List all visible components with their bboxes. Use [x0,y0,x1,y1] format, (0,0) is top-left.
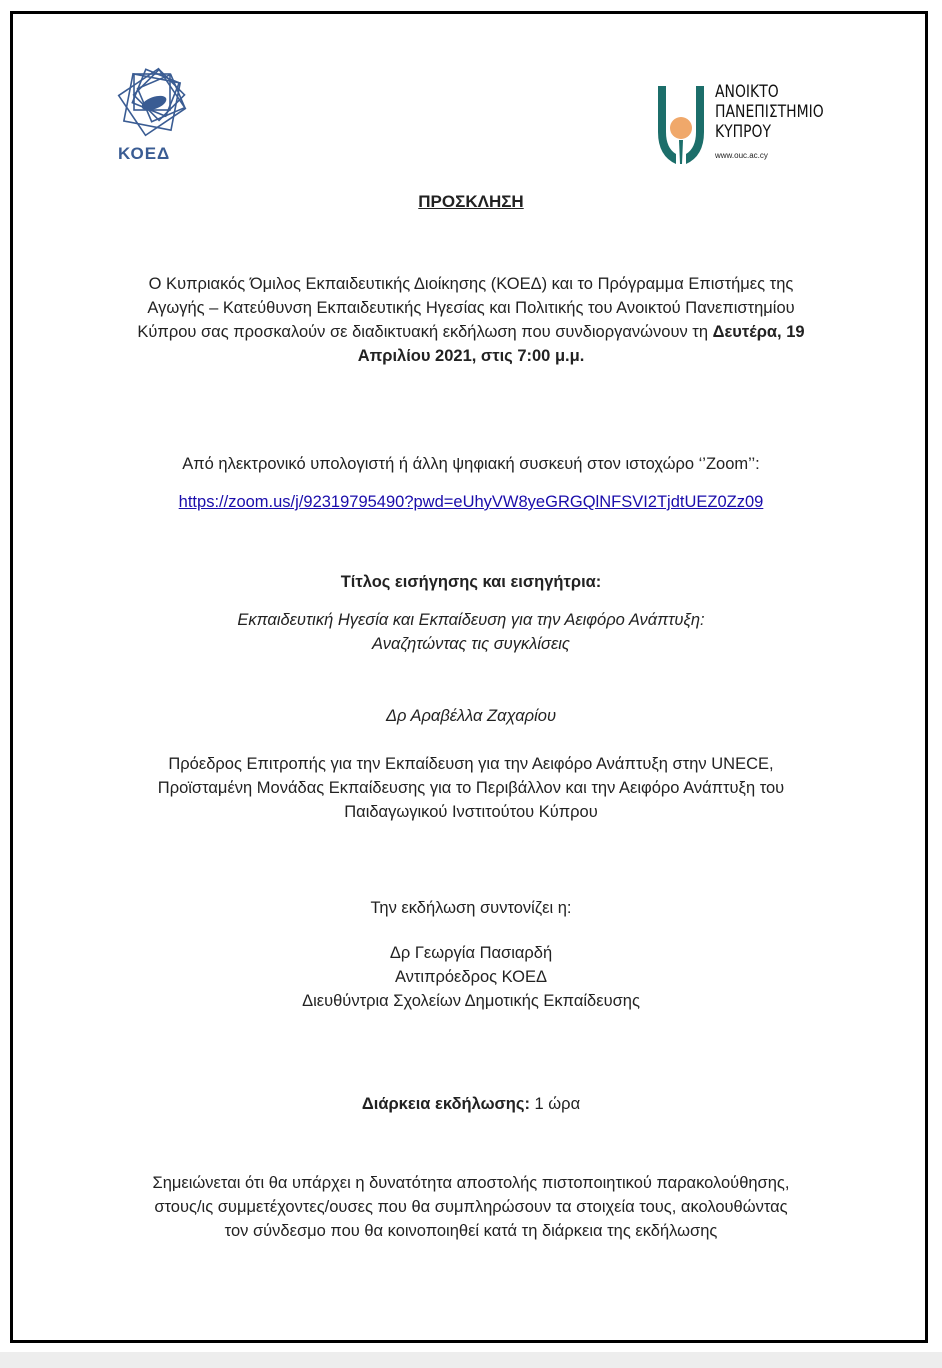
intro-paragraph [80,272,862,368]
ouc-logo-url: www.ouc.ac.cy [715,151,768,160]
talk-title [80,608,862,656]
koed-emblem-icon [104,60,200,144]
moderator-intro: Την εκδήλωση συντονίζει η: [370,899,572,917]
speaker-role [80,752,862,824]
ouc-logo-line: ΑΝΟΙΚΤΟ [715,82,779,102]
ouc-logo-line: ΠΑΝΕΠΙΣΤΗΜΙΟ [715,102,824,122]
event-date-time: Απριλίου 2021, στις 7:00 μ.μ. [357,347,585,365]
note-line: Σημειώνεται ότι θα υπάρχει η δυνατότητα αποστολής πιστοποιητικού παρακολούθησης, [152,1174,790,1192]
ouc-logo-line: ΚΥΠΡΟΥ [715,122,772,142]
ouc-logo-text [715,82,824,142]
document-title: ΠΡΟΣΚΛΗΣΗ [418,192,524,211]
intro-line: Ο Κυπριακός Όμιλος Εκπαιδευτικής Διοίκησης (ΚΟΕΔ) και το Πρόγραμμα Επιστήμες της [148,275,794,293]
moderator-name: Δρ Γεωργία Πασιαρδή [389,944,553,962]
speaker-role-line: Πρόεδρος Επιτροπής για την Εκπαίδευση για την Αειφόρο Ανάπτυξη στην UNECE, [168,755,774,773]
speaker-role-line: Προϊσταμένη Μονάδας Εκπαίδευσης για το Περιβάλλον και την Αειφόρο Ανάπτυξη του [157,779,785,797]
certificate-note [80,1171,862,1243]
note-line: στους/ις συμμετέχοντες/ουσες που θα συμπληρώσουν τα στοιχεία τους, ακολουθώντας [154,1198,788,1216]
speaker-name: Δρ Αραβέλλα Ζαχαρίου [385,707,557,725]
zoom-instructions: Από ηλεκτρονικό υπολογιστή ή άλλη ψηφιακή συσκευή στον ιστοχώρο ‘’Zoom’’: [182,455,760,473]
intro-line: Αγωγής – Κατεύθυνση Εκπαιδευτικής Ηγεσίας και Πολιτικής του Ανοικτού Πανεπιστημίου [147,299,795,317]
duration-label: Διάρκεια εκδήλωσης: [361,1095,530,1113]
ouc-logo [652,80,852,170]
talk-heading: Τίτλος εισήγησης και εισηγήτρια: [340,573,602,591]
duration-row [80,1092,862,1116]
ouc-emblem-icon [652,80,712,170]
koed-logo [104,60,200,170]
moderator-block [80,941,862,1013]
talk-title-line: Εκπαιδευτική Ηγεσία και Εκπαίδευση για την Αειφόρο Ανάπτυξη: [237,611,705,629]
koed-logo-label: ΚΟΕΔ [118,144,171,163]
event-date: Δευτέρα, 19 [712,323,805,341]
moderator-role: Αντιπρόεδρος ΚΟΕΔ [394,968,548,986]
zoom-link-row [80,490,862,514]
moderator-role: Διευθύντρια Σχολείων Δημοτικής Εκπαίδευσης [302,992,640,1010]
intro-line [80,320,862,344]
duration-value: 1 ώρα [529,1095,581,1113]
note-line: τον σύνδεσμο που θα κοινοποιηθεί κατά τη διάρκεια της εκδήλωσης [224,1222,718,1240]
talk-title-line: Αναζητώντας τις συγκλίσεις [372,635,570,653]
intro-line-text: Κύπρου σας προσκαλούν σε διαδικτυακή εκδήλωση που συνδιοργανώνουν τη [137,323,713,341]
speaker-role-line: Παιδαγωγικού Ινστιτούτου Κύπρου [344,803,598,821]
zoom-link[interactable]: https://zoom.us/j/92319795490?pwd=eUhyVW8yeGRGQlNFSVI2TjdtUEZ0Zz09 [178,493,764,511]
